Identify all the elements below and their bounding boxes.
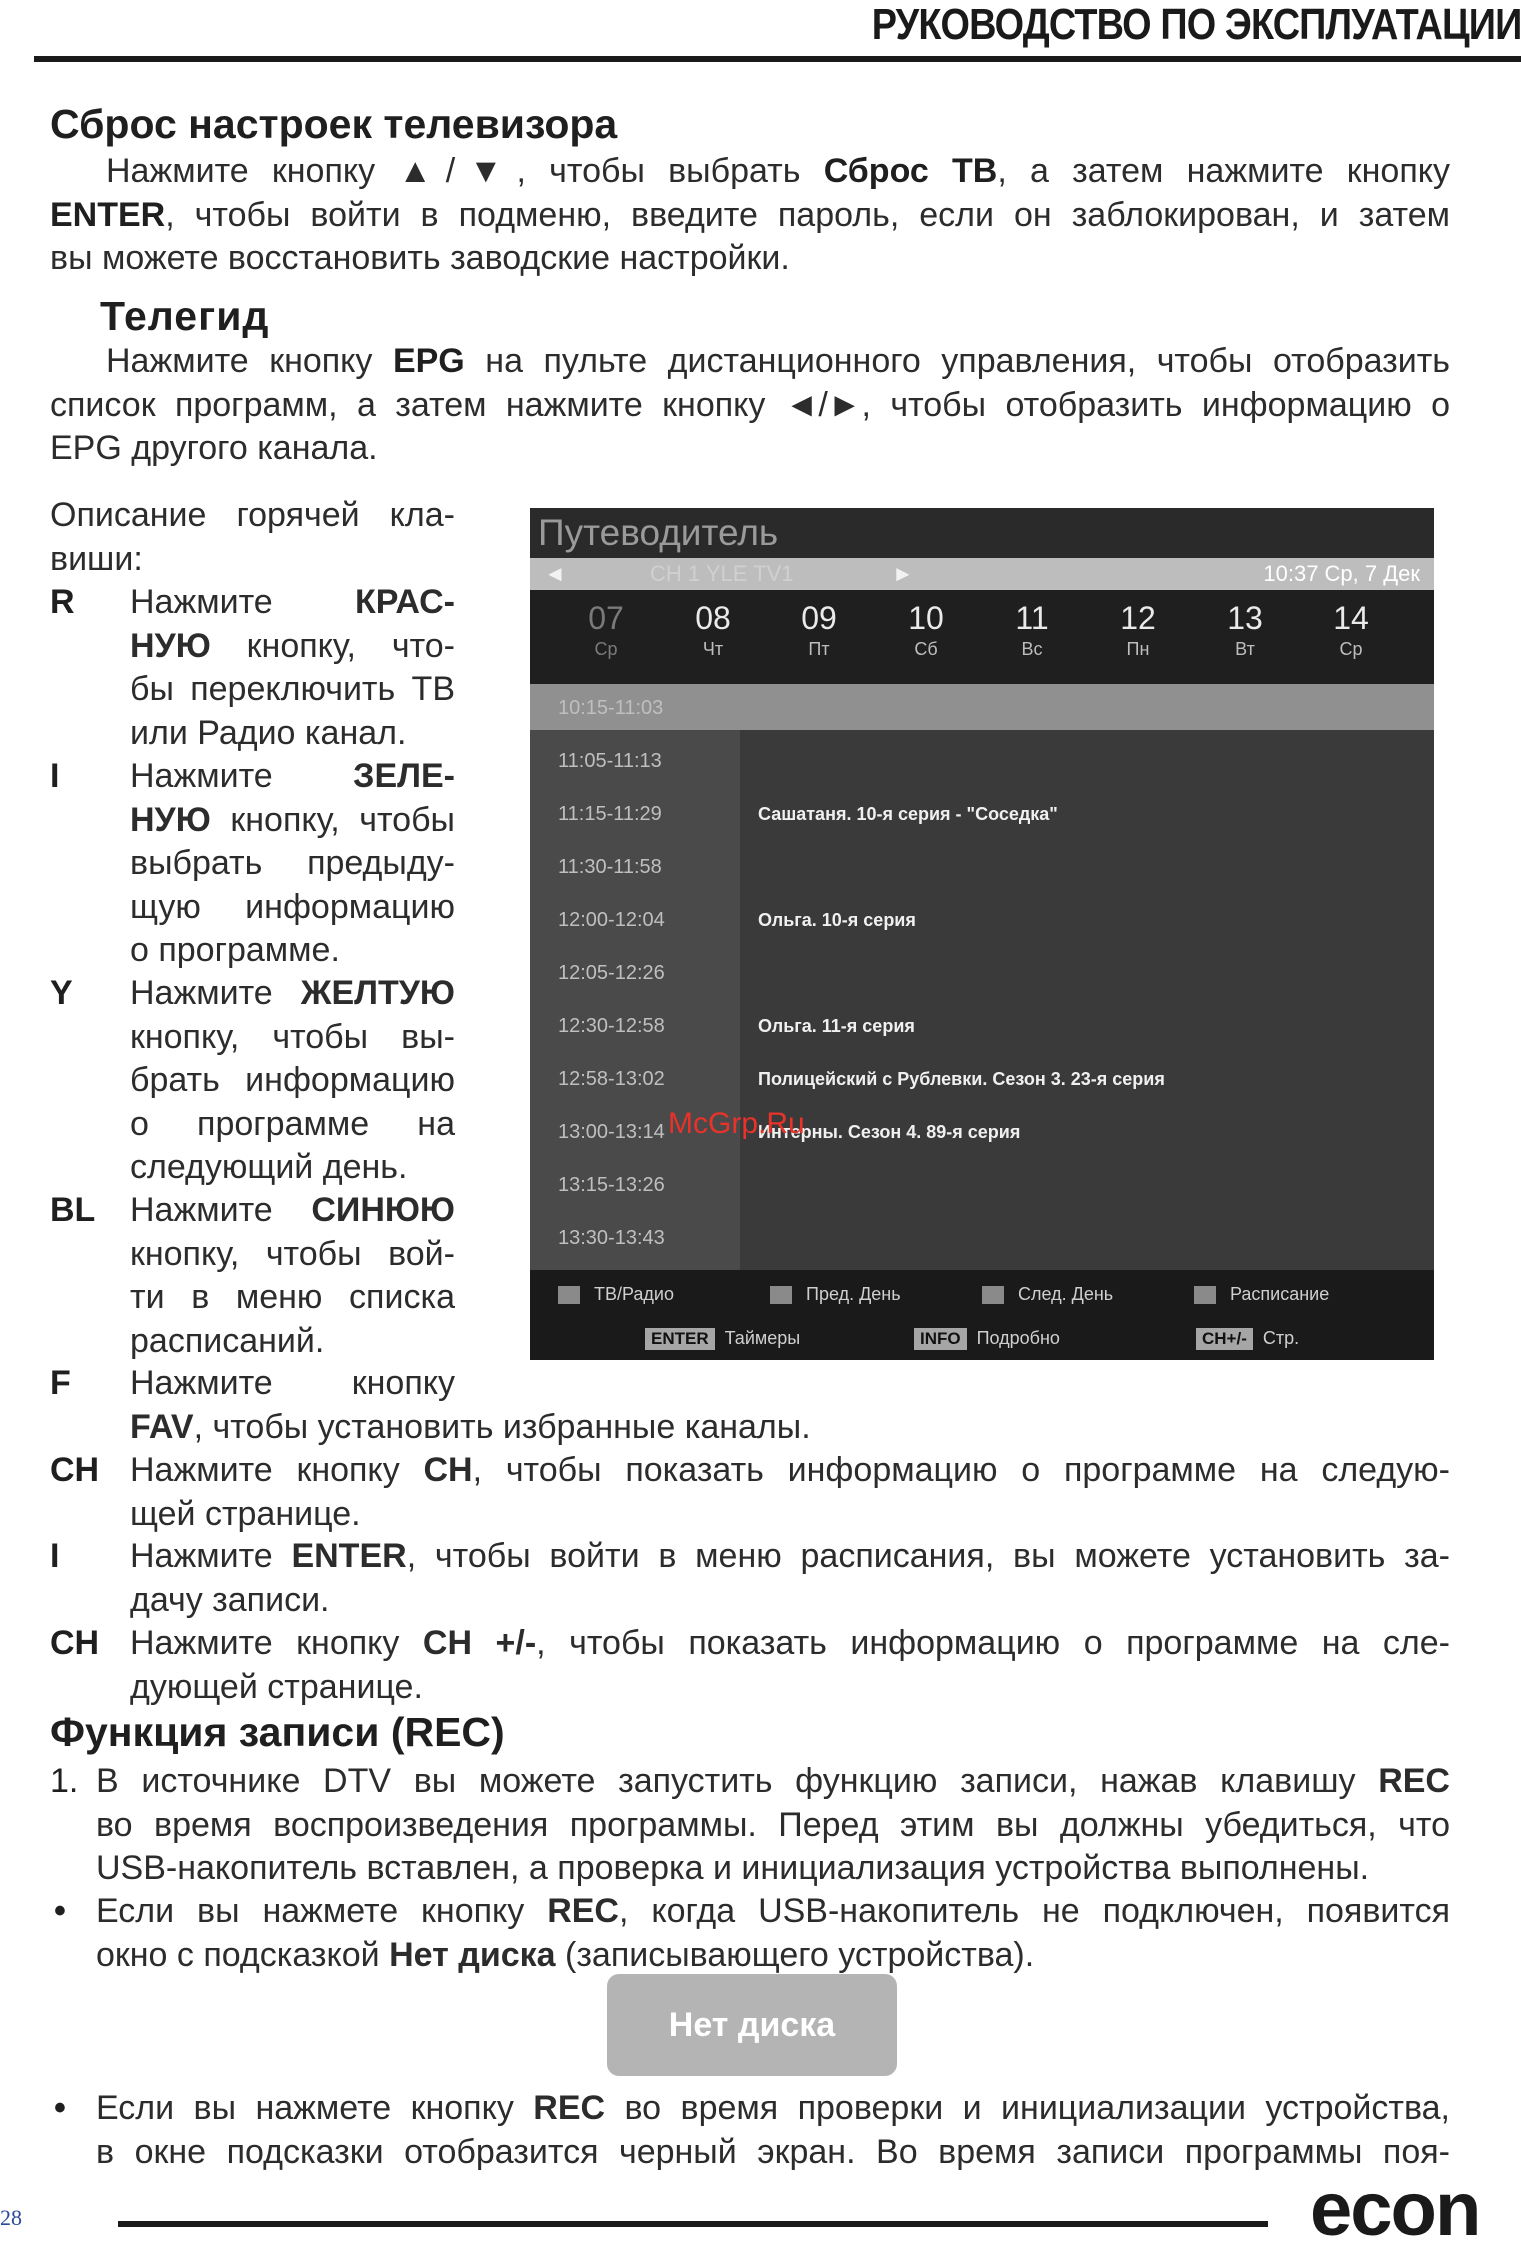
epg-day[interactable]: 11 Вс xyxy=(1015,600,1049,659)
hotkey-g: I Нажмите ЗЕЛЕ- НУЮ кнопку, чтобы выбрать предыду- щую информацию о программе. xyxy=(50,757,455,969)
epg-program-title[interactable]: Полицейский с Рублевки. Сезон 3. 23-я серия xyxy=(758,1069,1165,1089)
epg-selected-row[interactable] xyxy=(530,684,1434,730)
guide-line-2: список программ, а затем нажмите кнопку ◄/►, чтобы отобразить информацию о xyxy=(50,385,1450,424)
epg-day[interactable]: 12 Пн xyxy=(1120,600,1156,659)
left-arrow-icon[interactable]: ◄ xyxy=(544,561,566,586)
hotkey-ch: CH Нажмите кнопку CH, чтобы показать информацию о программе на следую- щей странице. xyxy=(50,1451,1451,1533)
epg-time-slot[interactable]: 10:15-11:03 xyxy=(558,697,664,719)
details-hint: INFO Подробно xyxy=(914,1328,1060,1350)
epg-time-slot[interactable]: 12:05-12:26 xyxy=(558,962,665,984)
right-arrow-icon[interactable]: ► xyxy=(892,561,914,586)
epg-channel-bar xyxy=(530,558,1434,590)
epg-time-slot[interactable]: 11:30-11:58 xyxy=(558,856,662,878)
page-hint: CH+/- Стр. xyxy=(1196,1328,1299,1350)
guide-heading: Телегид xyxy=(100,293,270,339)
epg-program-column xyxy=(740,690,1434,1270)
reset-paragraph xyxy=(50,150,1450,281)
rec-bullet-no-disk: • Если вы нажмете кнопку REC, когда USB-накопитель не подключен, появится окно с подсказкой Нет диска (записывающего устройства). xyxy=(54,1892,1450,1974)
yellow-key-icon xyxy=(982,1286,1004,1304)
epg-time-slot[interactable]: 11:15-11:29 xyxy=(558,803,662,825)
epg-day[interactable]: 14 Ср xyxy=(1333,600,1369,659)
epg-day[interactable]: 09 Пт xyxy=(801,600,837,659)
epg-program-title[interactable]: Ольга. 11-я серия xyxy=(758,1016,915,1036)
epg-screen xyxy=(530,508,1434,1360)
rec-bullet-black-screen: • Если вы нажмете кнопку REC во время проверки и инициализации устройства, в окне подсказки отобразится черный экран. Во время записи программы поя- xyxy=(54,2089,1451,2171)
epg-program-title[interactable]: Ольга. 10-я серия xyxy=(758,910,916,930)
epg-program-title[interactable]: Интерны. Сезон 4. 89-я серия xyxy=(758,1122,1021,1142)
blue-key-icon xyxy=(1194,1286,1216,1304)
footer-rule xyxy=(118,2221,1268,2227)
epg-day[interactable]: 08 Чт xyxy=(695,600,731,659)
no-disk-popup: Нет диска xyxy=(607,1974,897,2076)
guide-paragraph xyxy=(50,340,1450,471)
rec-step-1: 1. В источнике DTV вы можете запустить функцию записи, нажав клавишу REC во время воспроизведения программы. Перед этим вы должны убедиться, что USB-накопитель вставлен, а проверка и инициализация устройства выполнены. xyxy=(50,1762,1450,1887)
ch-key-badge: CH+/- xyxy=(1196,1328,1253,1350)
econ-logo: econ xyxy=(1310,2167,1480,2252)
hotkey-y: Y Нажмите ЖЕЛТУЮ кнопку, чтобы вы- брать информацию о программе на следующий день. xyxy=(50,974,455,1186)
hotkey-r: R Нажмите КРАС- НУЮ кнопку, что- бы переключить ТВ или Радио канал. xyxy=(50,583,455,752)
reset-heading: Сброс настроек телевизора xyxy=(50,101,618,147)
running-header: РУКОВОДСТВО ПО ЭКСПЛУАТАЦИИ xyxy=(871,0,1521,49)
reset-line-3: вы можете восстановить заводские настройки. xyxy=(50,239,790,277)
header-rule xyxy=(34,56,1521,62)
epg-time-slot[interactable]: 12:00-12:04 xyxy=(558,909,665,931)
epg-clock: 10:37 Ср, 7 Дек xyxy=(1263,561,1420,586)
epg-channel-name: CH 1 YLE TV1 xyxy=(650,561,794,586)
guide-line-1: Нажмите кнопку EPG на пульте дистанционного управления, чтобы отобразить xyxy=(106,342,1451,380)
hotkey-bl: BL Нажмите СИНЮЮ кнопку, чтобы вой- ти в меню списка расписаний. xyxy=(50,1191,455,1360)
tv-radio-hint: ТВ/Радио xyxy=(558,1284,674,1305)
green-key-icon xyxy=(770,1286,792,1304)
epg-day[interactable]: 10 Сб xyxy=(908,600,944,659)
hotkeys-intro: Описание горячей кла- виши: xyxy=(50,496,455,578)
epg-footer xyxy=(530,1270,1434,1360)
enter-key-badge: ENTER xyxy=(645,1328,715,1350)
hotkey-ch-plus-minus: CH Нажмите кнопку CH +/-, чтобы показать информацию о программе на сле- дующей странице. xyxy=(50,1624,1450,1706)
epg-day[interactable]: 13 Вт xyxy=(1227,600,1263,659)
epg-time-slot[interactable]: 11:05-11:13 xyxy=(558,750,662,772)
guide-line-3: EPG другого канала. xyxy=(50,429,378,467)
hotkey-i: I Нажмите ENTER, чтобы войти в меню расписания, вы можете установить за- дачу записи. xyxy=(50,1537,1450,1619)
epg-day[interactable]: 07 Ср xyxy=(588,600,624,659)
epg-time-slot[interactable]: 12:30-12:58 xyxy=(558,1015,665,1037)
rec-heading: Функция записи (REC) xyxy=(50,1709,505,1755)
epg-title: Путеводитель xyxy=(530,508,1434,558)
epg-program-title[interactable]: Сашатаня. 10-я серия - "Соседка" xyxy=(758,804,1058,824)
prev-day-hint: Пред. День xyxy=(770,1284,901,1305)
info-key-badge: INFO xyxy=(914,1328,967,1350)
reset-line-1: Нажмите кнопку ▲/▼, чтобы выбрать Сброс ТВ, а затем нажмите кнопку xyxy=(106,152,1450,190)
epg-time-slot[interactable]: 13:00-13:14 xyxy=(558,1121,665,1143)
watermark: McGrp.Ru xyxy=(668,1107,805,1140)
timers-hint: ENTER Таймеры xyxy=(645,1328,800,1350)
epg-time-slot[interactable]: 13:15-13:26 xyxy=(558,1174,665,1196)
schedule-hint: Расписание xyxy=(1194,1284,1329,1305)
epg-day-strip xyxy=(530,590,1434,690)
red-key-icon xyxy=(558,1286,580,1304)
hotkey-f: F Нажмите кнопку FAV, чтобы установить избранные каналы. xyxy=(50,1364,811,1446)
page-number: 28 xyxy=(0,2205,22,2230)
reset-line-2: ENTER, чтобы войти в подменю, введите пароль, если он заблокирован, и затем xyxy=(50,195,1450,234)
epg-time-slot[interactable]: 13:30-13:43 xyxy=(558,1227,665,1249)
epg-time-slot[interactable]: 12:58-13:02 xyxy=(558,1068,665,1090)
next-day-hint: След. День xyxy=(982,1284,1113,1305)
